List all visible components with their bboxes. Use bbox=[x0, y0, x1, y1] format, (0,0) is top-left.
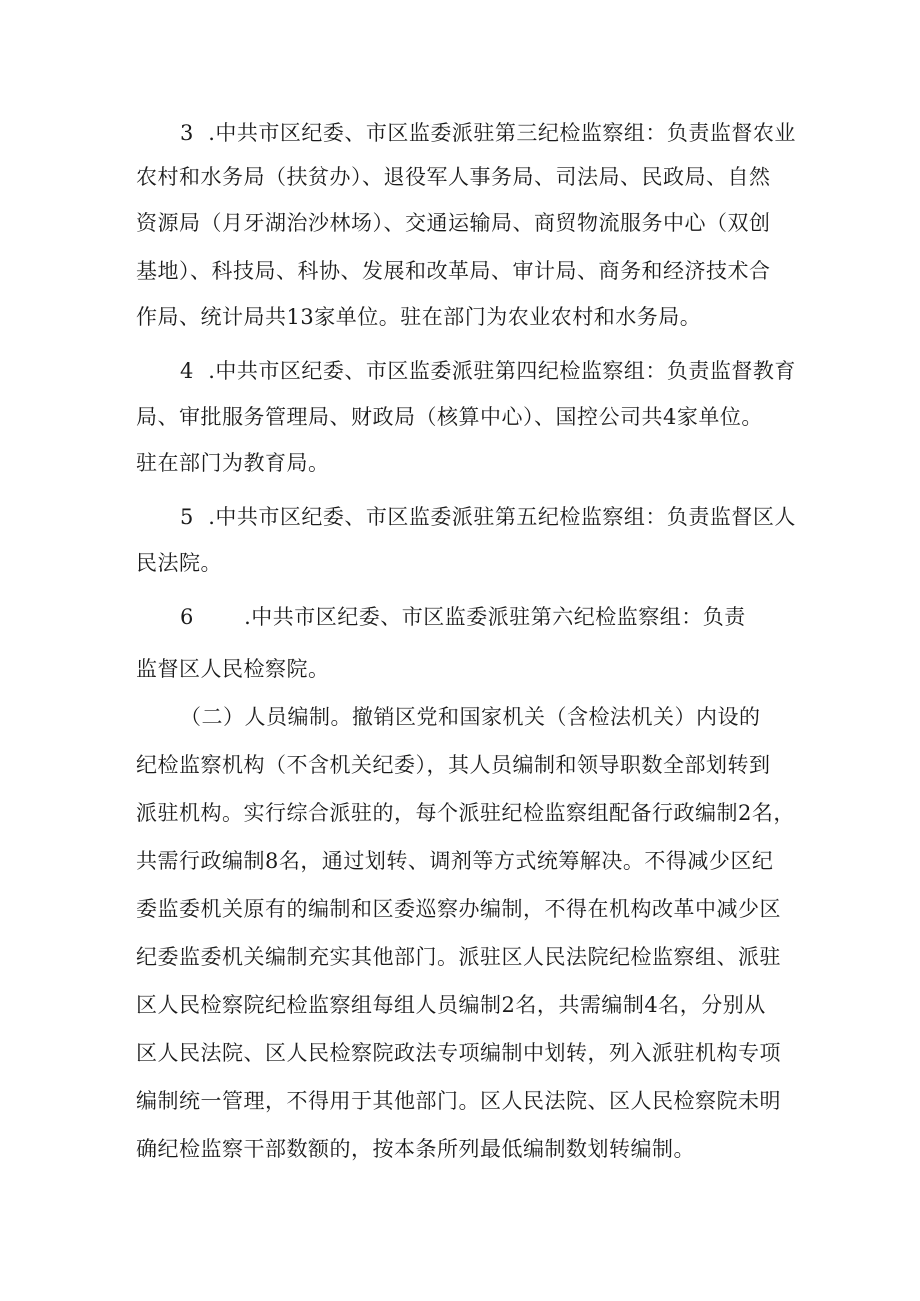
paragraph-6-line-1: 6 .中共市区纪委、市区监委派驻第六纪检监察组：负责 bbox=[180, 605, 746, 629]
paragraph-4-line-1: 4 .中共市区纪委、市区监委派驻第四纪检监察组：负责监督教育 bbox=[180, 359, 796, 383]
section-2-line-9: 编制统一管理，不得用于其他部门。区人民法院、区人民检察院未明 bbox=[136, 1089, 781, 1113]
section-2-line-3: 派驻机构。实行综合派驻的，每个派驻纪检监察组配备行政编制2名， bbox=[136, 801, 795, 825]
paragraph-3-line-2: 农村和水务局（扶贫办）、退役军人事务局、司法局、民政局、自然 bbox=[136, 165, 771, 189]
section-2-line-4: 共需行政编制8名，通过划转、调剂等方式统筹解决。不得减少区纪 bbox=[136, 849, 774, 873]
paragraph-3-line-4: 基地）、科技局、科协、发展和改革局、审计局、商务和经济技术合 bbox=[136, 259, 771, 283]
paragraph-5-line-1: 5 .中共市区纪委、市区监委派驻第五纪检监察组：负责监督区人 bbox=[180, 505, 796, 529]
paragraph-4-line-3: 驻在部门为教育局。 bbox=[136, 451, 330, 475]
section-2-line-8: 区人民法院、区人民检察院政法专项编制中划转，列入派驻机构专项 bbox=[136, 1041, 781, 1065]
section-2-line-2: 纪检监察机构（不含机关纪委），其人员编制和领导职数全部划转到 bbox=[136, 753, 771, 777]
paragraph-5-line-2: 民法院。 bbox=[136, 551, 222, 575]
paragraph-3-line-5: 作局、统计局共13家单位。驻在部门为农业农村和水务局。 bbox=[136, 305, 702, 329]
paragraph-6-line-2: 监督区人民检察院。 bbox=[136, 657, 330, 681]
paragraph-4-line-2: 局、审批服务管理局、财政局（核算中心）、国控公司共4家单位。 bbox=[136, 405, 763, 429]
section-2-line-6: 纪委监委机关编制充实其他部门。派驻区人民法院纪检监察组、派驻 bbox=[136, 945, 781, 969]
paragraph-3-line-1: 3 .中共市区纪委、市区监委派驻第三纪检监察组：负责监督农业 bbox=[180, 121, 796, 145]
section-2-line-5: 委监委机关原有的编制和区委巡察办编制，不得在机构改革中减少区 bbox=[136, 897, 781, 921]
section-2-line-7: 区人民检察院纪检监察组每组人员编制2名，共需编制4名，分别从 bbox=[136, 993, 766, 1017]
section-2-line-1: （二）人员编制。撤销区党和国家机关（含检法机关）内设的 bbox=[180, 705, 761, 729]
paragraph-3-line-3: 资源局（月牙湖治沙林场）、交通运输局、商贸物流服务中心（双创 bbox=[136, 211, 771, 235]
section-2-line-10: 确纪检监察干部数额的，按本条所列最低编制数划转编制。 bbox=[136, 1137, 695, 1161]
